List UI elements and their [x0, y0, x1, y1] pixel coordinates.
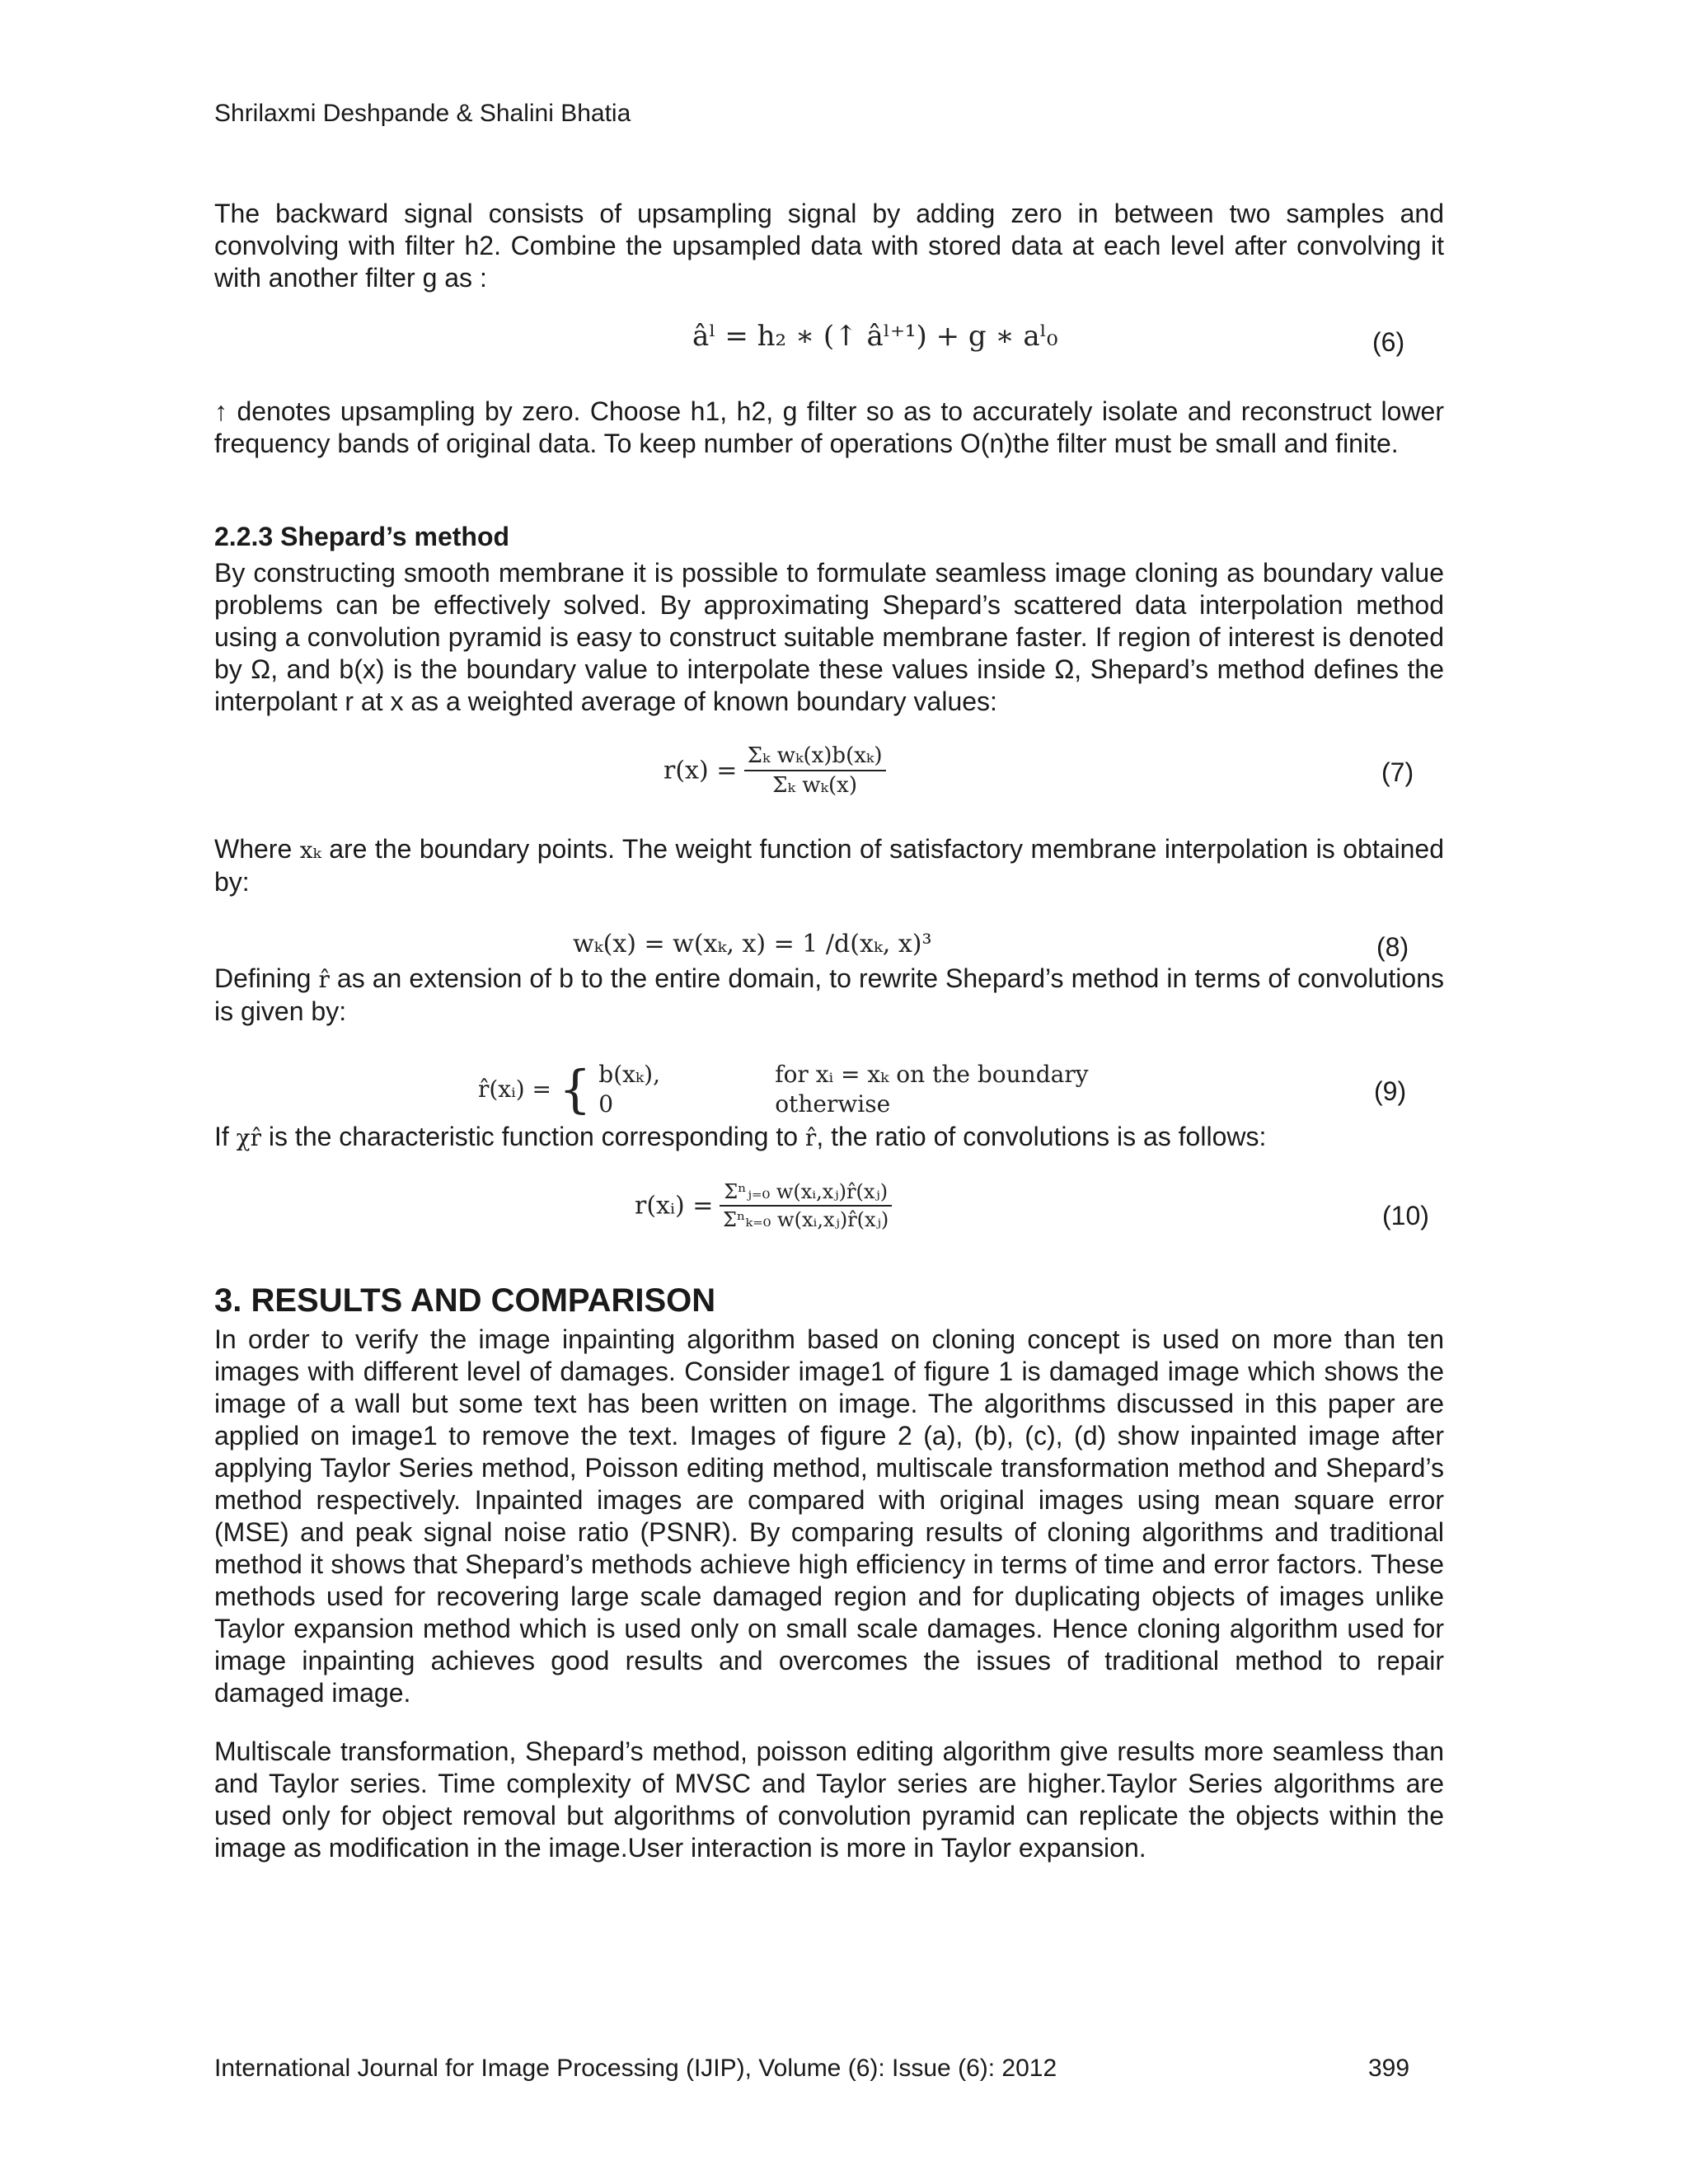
equation-9-condition1: for xᵢ = xₖ on the boundary: [775, 1060, 1089, 1088]
paragraph-comparison: Multiscale transformation, Shepard’s method, poisson editing algorithm give results more seamless than and Taylor series. Time complexity of MVSC and Taylor series are higher.Taylor Series algorithms are used only for object removal but algorithms of convolution pyramid can replicate the objects within the image as modification in the image.User interaction is more in Taylor expansion.: [214, 1736, 1444, 1863]
symbol-xk: xₖ: [299, 837, 321, 864]
symbol-r-hat-inline: r̂: [804, 1124, 817, 1151]
paragraph-upsampling: ↑ denotes upsampling by zero. Choose h1, h2, g filter so as to accurately isolate and reconstruct lower frequency bands of original data. To keep number of operations O(n)the filter must be small and finite.: [214, 396, 1444, 458]
symbol-chi-r-hat: χr̂: [236, 1124, 262, 1151]
paragraph-defining-extension: [214, 963, 1444, 1028]
equation-9: [478, 1059, 1089, 1119]
running-head-authors: Shrilaxmi Deshpande & Shalini Bhatia: [214, 100, 631, 127]
equation-9-brace: {: [558, 1059, 592, 1119]
paragraph-defining-lead: Defining: [214, 963, 312, 993]
equation-10-numerator: Σⁿⱼ₌₀ w(xᵢ,xⱼ)r̂(xⱼ): [720, 1180, 892, 1207]
paragraph-characteristic-middle: is the characteristic function corresponding to: [268, 1122, 799, 1151]
equation-7-numerator: Σₖ wₖ(x)b(xₖ): [744, 743, 886, 771]
paragraph-characteristic-rest: , the ratio of convolutions is as follows:: [816, 1122, 1267, 1151]
equation-7-lhs: r(x) =: [663, 756, 738, 785]
equation-10-fraction: [720, 1180, 892, 1231]
footer-page-number: 399: [1368, 2055, 1410, 2082]
equation-7: [663, 743, 886, 798]
paragraph-backward-signal: The backward signal consists of upsampling signal by adding zero in between two samples and convolving with filter h2. Combine the upsampled data with stored data at each level after convolving it with another filter g as :: [214, 199, 1444, 293]
equation-9-condition2: otherwise: [775, 1090, 891, 1118]
paragraph-boundary-points-lead: Where: [214, 834, 293, 864]
equation-9-case1: b(xₖ),: [598, 1060, 660, 1088]
equation-9-number: (9): [1374, 1076, 1407, 1106]
equation-10-denominator: Σⁿₖ₌₀ w(xᵢ,xⱼ)r̂(xⱼ): [723, 1208, 889, 1231]
paragraph-boundary-points-rest: are the boundary points. The weight function of satisfactory membrane interpolation is obtained by:: [214, 834, 1445, 897]
footer-journal: International Journal for Image Processing (IJIP), Volume (6): Issue (6): 2012: [214, 2055, 1057, 2082]
subsection-heading-shepard: 2.2.3 Shepard’s method: [214, 522, 510, 551]
paragraph-results: In order to verify the image inpainting algorithm based on cloning concept is used on more than ten images with different level of damages. Consider image1 of figure 1 is damaged image which shows the image of a wall but some text has been written on image. The algorithms discussed in this paper are applied on image1 to remove the text. Images of figure 2 (a), (b), (c), (d) show inpainted image after applying Taylor Series method, Poisson editing method, multiscale transformation method and Shepard’s method respectively. Inpainted images are compared with original images using mean square error (MSE) and peak signal noise ratio (PSNR). By comparing results of cloning algorithms and traditional method it shows that Shepard’s methods achieve high efficiency in terms of time and error factors. These methods used for recovering large scale damaged region and for duplicating objects of images unlike Taylor expansion method which is used only on small scale damages. Hence cloning algorithm used for image inpainting achieves good results and overcomes the issues of traditional method to repair damaged image.: [214, 1324, 1444, 1708]
paragraph-characteristic-function: [214, 1121, 1444, 1154]
equation-6-number: (6): [1372, 327, 1405, 357]
equation-8: wₖ(x) = w(xₖ, x) = 1 /d(xₖ, x)³: [573, 930, 932, 958]
symbol-r-hat: r̂: [318, 966, 330, 993]
equation-6: âˡ = h₂ ∗ (↑ âˡ⁺¹) + g ∗ aˡ₀: [692, 320, 1058, 353]
equation-7-fraction: [744, 743, 886, 798]
paragraph-defining-rest: as an extension of b to the entire domain, to rewrite Shepard’s method in terms of convolutions is given by:: [214, 963, 1444, 1026]
paragraph-boundary-points: [214, 833, 1444, 898]
equation-10-lhs: r(xᵢ) =: [635, 1191, 714, 1221]
section-heading-results: 3. RESULTS AND COMPARISON: [214, 1282, 716, 1319]
equation-9-lhs: r̂(xᵢ) =: [478, 1076, 552, 1103]
paragraph-characteristic-lead: If: [214, 1122, 229, 1151]
equation-10-number: (10): [1382, 1201, 1429, 1230]
equation-7-denominator: Σₖ wₖ(x): [772, 773, 857, 798]
paragraph-shepard-intro: By constructing smooth membrane it is possible to formulate seamless image cloning as boundary value problems can be effectively solved. By approximating Shepard’s scattered data interpolation method using a convolution pyramid is easy to construct suitable membrane faster. If region of interest is denoted by Ω, and b(x) is the boundary value to interpolate these values inside Ω, Shepard’s method defines the interpolant r at x as a weighted average of known boundary values:: [214, 558, 1444, 716]
equation-9-case2: 0: [598, 1090, 614, 1118]
equation-9-cases: [598, 1060, 1088, 1119]
equation-10: [635, 1180, 892, 1231]
equation-7-number: (7): [1381, 757, 1414, 787]
equation-8-number: (8): [1376, 932, 1409, 962]
